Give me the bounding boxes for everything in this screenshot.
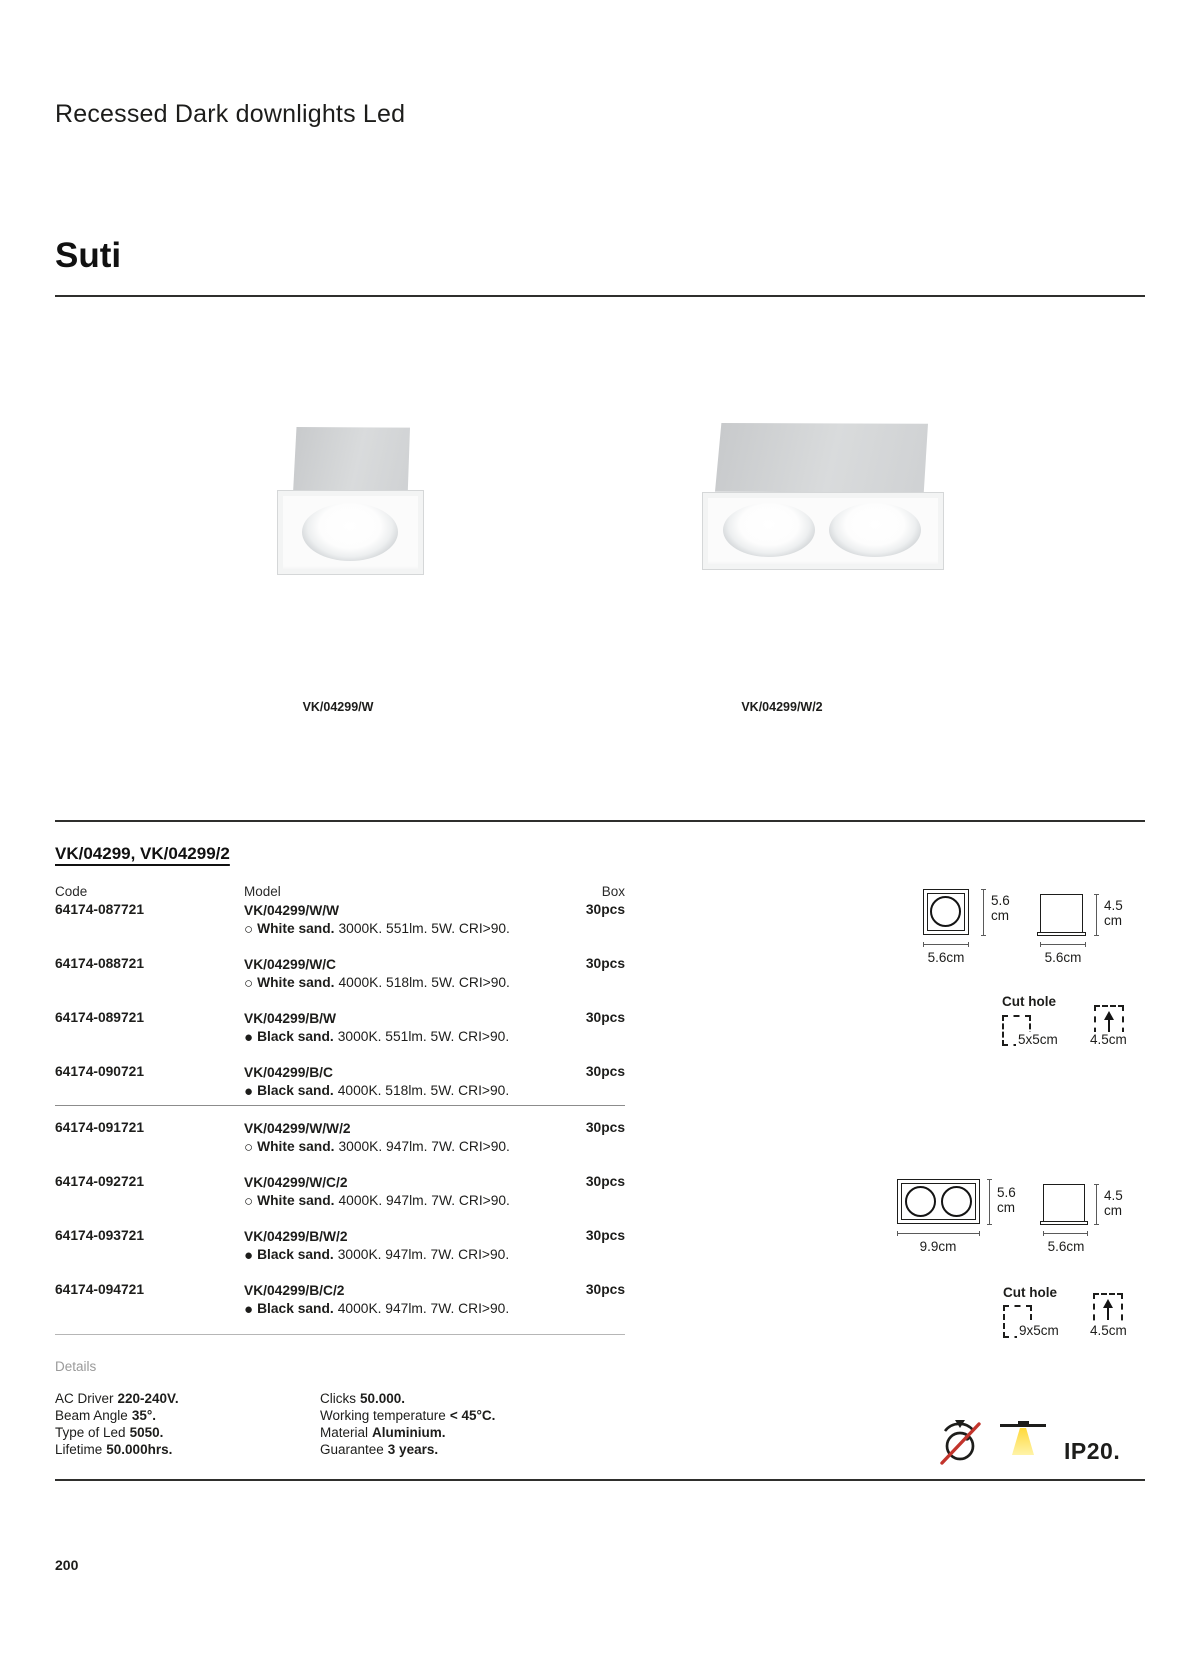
- height-dim-line: [983, 889, 984, 936]
- model-cell: [244, 1282, 555, 1318]
- cut-hole-size: 5x5cm: [1018, 1032, 1058, 1047]
- arrow-up-icon: [1104, 1011, 1114, 1032]
- finish-dot-icon: ●: [244, 1083, 254, 1100]
- detail-line: [320, 1407, 625, 1424]
- specs: 4000K. 518lm. 5W. CRI>90.: [338, 975, 510, 990]
- product-code: 64174-093721: [55, 1228, 144, 1243]
- detail-label: Beam Angle: [55, 1408, 128, 1423]
- finish-name: White sand.: [257, 1139, 335, 1154]
- dim-unit: cm: [991, 908, 1009, 923]
- model-description: [244, 1028, 555, 1046]
- depth-dim-label: [1104, 898, 1123, 928]
- model-description: [244, 920, 555, 938]
- width-dim-label: 9.9cm: [919, 1239, 957, 1254]
- finish-dot-icon: ○: [244, 975, 254, 992]
- model-cell: [244, 956, 555, 1010]
- finish-name: White sand.: [257, 921, 335, 936]
- downlight-lens: [829, 503, 921, 557]
- detail-value: 50.000.: [360, 1391, 406, 1406]
- details-section: [55, 1334, 625, 1458]
- finish-dot-icon: ○: [244, 1139, 254, 1156]
- details-columns: [55, 1390, 625, 1458]
- specs: 4000K. 947lm. 7W. CRI>90.: [338, 1193, 510, 1208]
- driver-housing: [715, 423, 928, 493]
- detail-label: Guarantee: [320, 1442, 384, 1457]
- image-caption: VK/04299/W: [302, 700, 374, 714]
- light-beam: [1012, 1428, 1034, 1455]
- model-name: VK/04299/B/C: [244, 1065, 333, 1080]
- product-code: 64174-087721: [55, 902, 144, 917]
- specs: 4000K. 947lm. 7W. CRI>90.: [337, 1301, 510, 1316]
- finish-name: Black sand.: [257, 1083, 334, 1098]
- box-quantity: 30pcs: [585, 1228, 625, 1243]
- product-code: 64174-090721: [55, 1064, 144, 1079]
- box-quantity: 30pcs: [585, 956, 625, 971]
- depth-dim-line: [1096, 894, 1097, 936]
- model-description: [244, 1138, 555, 1156]
- not-dimmable-icon: [938, 1414, 984, 1466]
- dimension-diagram-single: [860, 880, 1160, 1050]
- lens-circle: [905, 1186, 936, 1217]
- lens-circle: [930, 896, 961, 927]
- finish-dot-icon: ○: [244, 1193, 254, 1210]
- detail-label: Working temperature: [320, 1408, 446, 1423]
- model-cell: [244, 1120, 555, 1174]
- front-view: [897, 1179, 980, 1224]
- model-cell: [244, 1010, 555, 1064]
- details-right-column: [320, 1390, 625, 1458]
- detail-value: 3 years.: [387, 1442, 439, 1457]
- finish-name: Black sand.: [257, 1247, 334, 1262]
- col-header-model: Model: [244, 884, 281, 899]
- width-dim-label: 5.6cm: [927, 950, 965, 965]
- section-title: VK/04299, VK/04299/2: [55, 844, 230, 863]
- divider: [55, 295, 1145, 297]
- side-width-dim-label: 5.6cm: [1044, 950, 1082, 965]
- side-view: [1040, 894, 1083, 933]
- table-row: [55, 1228, 625, 1282]
- specs: 3000K. 551lm. 5W. CRI>90.: [337, 1029, 510, 1044]
- cut-depth-label: 4.5cm: [1090, 1032, 1127, 1047]
- model-name: VK/04299/W/W/2: [244, 1121, 351, 1136]
- specs: 3000K. 947lm. 7W. CRI>90.: [337, 1247, 510, 1262]
- front-view: [923, 889, 969, 935]
- finish-dot-icon: ○: [244, 921, 254, 938]
- ip-rating: IP20.: [1064, 1438, 1121, 1464]
- cut-hole-size: 9x5cm: [1019, 1323, 1059, 1338]
- specs: 4000K. 518lm. 5W. CRI>90.: [337, 1083, 510, 1098]
- cut-hole-label: Cut hole: [1003, 1285, 1057, 1300]
- detail-line: [320, 1424, 625, 1441]
- downlight-lens: [723, 503, 815, 557]
- box-quantity: 30pcs: [585, 1064, 625, 1079]
- product-code: 64174-089721: [55, 1010, 144, 1025]
- height-dim-label: [997, 1185, 1016, 1215]
- product-table: [55, 884, 625, 1318]
- model-description: [244, 974, 555, 992]
- detail-line: [55, 1407, 320, 1424]
- arrow-head: [1104, 1011, 1114, 1020]
- detail-line: [320, 1390, 625, 1407]
- detail-label: Material: [320, 1425, 369, 1440]
- product-code: 64174-088721: [55, 956, 144, 971]
- arrow-shaft: [1107, 1308, 1109, 1320]
- product-family-name: Suti: [55, 236, 122, 275]
- specs: 3000K. 947lm. 7W. CRI>90.: [338, 1139, 510, 1154]
- cut-hole-label: Cut hole: [1002, 994, 1056, 1009]
- depth-dim-line: [1096, 1184, 1097, 1225]
- side-view-flange: [1040, 1221, 1088, 1225]
- table-row: [55, 956, 625, 1010]
- dim-value: 5.6: [991, 893, 1010, 908]
- detail-line: [320, 1441, 625, 1458]
- dim-value: 4.5: [1104, 898, 1123, 913]
- detail-value: 220-240V.: [117, 1391, 179, 1406]
- finish-name: White sand.: [257, 975, 335, 990]
- page-number: 200: [55, 1557, 79, 1573]
- dim-value: 4.5: [1104, 1188, 1123, 1203]
- table-group-divider: [55, 1105, 625, 1106]
- model-cell: [244, 1228, 555, 1282]
- table-row: [55, 1174, 625, 1228]
- detail-value: Aluminium.: [372, 1425, 446, 1440]
- model-description: [244, 1192, 555, 1210]
- model-name: VK/04299/B/C/2: [244, 1283, 345, 1298]
- side-view: [1043, 1184, 1085, 1222]
- detail-label: Type of Led: [55, 1425, 126, 1440]
- model-description: [244, 1246, 555, 1264]
- detail-line: [55, 1390, 320, 1407]
- recessed-downlight-icon: [1000, 1418, 1046, 1458]
- downlight-frame: [277, 490, 424, 575]
- model-name: VK/04299/B/W/2: [244, 1229, 348, 1244]
- arrow-shaft: [1108, 1020, 1110, 1032]
- finish-dot-icon: ●: [244, 1247, 254, 1264]
- divider: [55, 820, 1145, 822]
- finish-name: Black sand.: [257, 1301, 334, 1316]
- model-description: [244, 1300, 555, 1318]
- finish-dot-icon: ●: [244, 1301, 254, 1318]
- detail-label: Clicks: [320, 1391, 356, 1406]
- lens-circle: [941, 1186, 972, 1217]
- depth-dim-label: [1104, 1188, 1123, 1218]
- box-quantity: 30pcs: [585, 1010, 625, 1025]
- col-header-code: Code: [55, 884, 88, 899]
- product-image-double: [702, 420, 942, 580]
- height-dim-line: [989, 1179, 990, 1225]
- driver-housing: [293, 427, 410, 495]
- box-quantity: 30pcs: [585, 1120, 625, 1135]
- details-left-column: [55, 1390, 320, 1458]
- ceiling-line: [1000, 1424, 1046, 1427]
- downlight-frame: [702, 492, 944, 570]
- box-quantity: 30pcs: [585, 1174, 625, 1189]
- product-image-single: [277, 420, 427, 580]
- box-quantity: 30pcs: [585, 902, 625, 917]
- arrow-up-icon: [1103, 1299, 1113, 1320]
- downlight-lens: [302, 503, 398, 561]
- box-quantity: 30pcs: [585, 1282, 625, 1297]
- table-row: [55, 902, 625, 956]
- product-code: 64174-094721: [55, 1282, 144, 1297]
- detail-value: 5050.: [129, 1425, 164, 1440]
- table-row: [55, 1120, 625, 1174]
- model-cell: [244, 1064, 555, 1100]
- detail-value: < 45°C.: [449, 1408, 496, 1423]
- finish-name: Black sand.: [257, 1029, 334, 1044]
- width-dim-line: [923, 944, 969, 945]
- image-caption: VK/04299/W/2: [741, 700, 823, 714]
- detail-value: 35°.: [131, 1408, 156, 1423]
- dim-value: 5.6: [997, 1185, 1016, 1200]
- product-code: 64174-091721: [55, 1120, 144, 1135]
- side-view-flange: [1037, 932, 1086, 936]
- height-dim-label: [991, 893, 1010, 923]
- arrow-head: [1103, 1299, 1113, 1308]
- detail-line: [55, 1441, 320, 1458]
- model-name: VK/04299/W/W: [244, 903, 340, 918]
- finish-name: White sand.: [257, 1193, 335, 1208]
- side-width-dim-line: [1043, 1233, 1088, 1234]
- model-cell: [244, 1174, 555, 1228]
- cut-depth-label: 4.5cm: [1090, 1323, 1127, 1338]
- product-code: 64174-092721: [55, 1174, 144, 1189]
- dim-unit: cm: [1104, 1203, 1122, 1218]
- detail-label: AC Driver: [55, 1391, 114, 1406]
- details-label: Details: [55, 1359, 97, 1374]
- detail-label: Lifetime: [55, 1442, 103, 1457]
- model-name: VK/04299/W/C/2: [244, 1175, 348, 1190]
- dimension-diagram-double: [850, 1170, 1160, 1350]
- specs: 3000K. 551lm. 5W. CRI>90.: [338, 921, 510, 936]
- model-cell: [244, 902, 555, 956]
- col-header-box: Box: [601, 884, 625, 899]
- page-title: Recessed Dark downlights Led: [55, 100, 406, 128]
- model-name: VK/04299/B/W: [244, 1011, 337, 1026]
- finish-dot-icon: ●: [244, 1029, 254, 1046]
- detail-line: [55, 1424, 320, 1441]
- detail-value: 50.000hrs.: [106, 1442, 173, 1457]
- table-header: [55, 884, 625, 902]
- table-row: [55, 1064, 625, 1100]
- table-row: [55, 1010, 625, 1064]
- fixture-body: [1018, 1421, 1029, 1424]
- side-width-dim-label: 5.6cm: [1047, 1239, 1085, 1254]
- width-dim-line: [897, 1233, 980, 1234]
- table-row: [55, 1282, 625, 1318]
- model-name: VK/04299/W/C: [244, 957, 337, 972]
- side-width-dim-line: [1040, 944, 1086, 945]
- dim-unit: cm: [1104, 913, 1122, 928]
- model-description: [244, 1082, 555, 1100]
- dim-unit: cm: [997, 1200, 1015, 1215]
- divider: [55, 1479, 1145, 1481]
